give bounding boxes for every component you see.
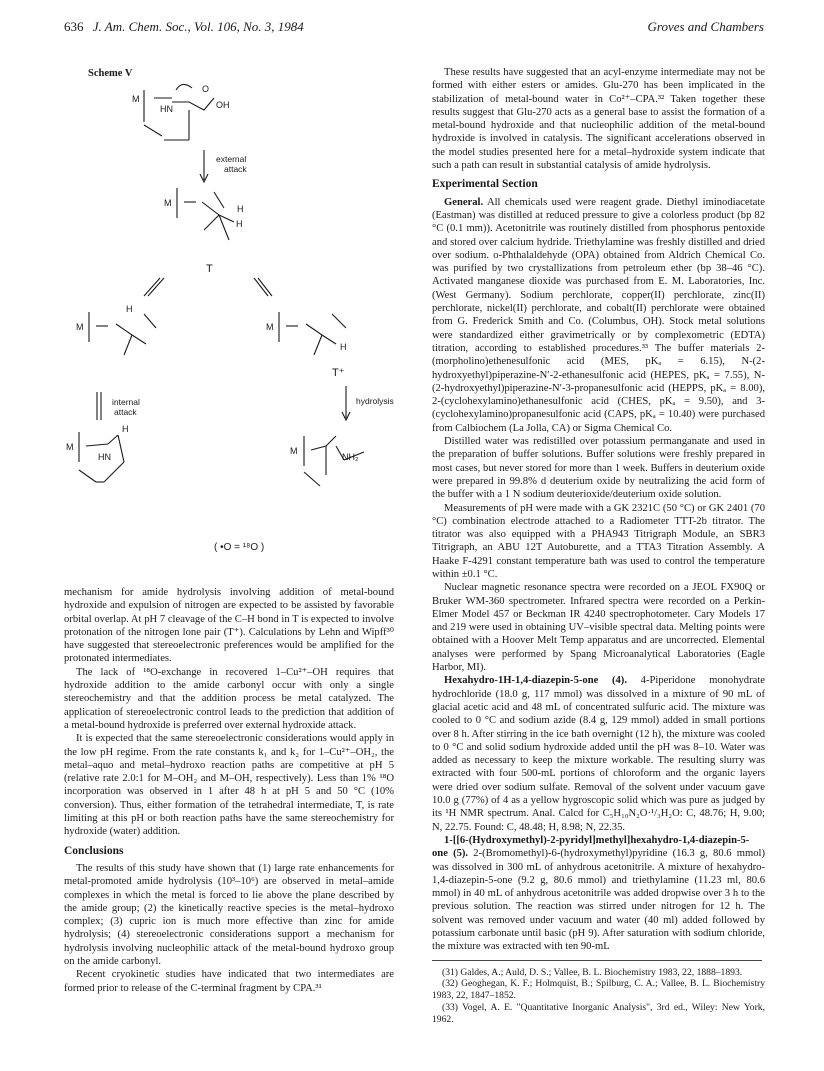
scheme-title: Scheme V <box>88 68 133 79</box>
metal-label-BL: M <box>66 442 74 452</box>
left-paragraph-2: The lack of ¹⁸O-exchange in recovered 1–Cu²⁺–OH requires that hydroxide addition to the amide carbonyl occur with only a single stereochemistry and that the addition process be metal catalyzed. The application of stereoelectronic control leads to the prediction that addition of a metal-bound hydroxide is preferred over external hydroxide attack. <box>64 666 394 731</box>
footnote-33: (33) Vogel, A. E. "Quantitative Inorganic Analysis", 3rd ed., Wiley: New York, 1962. <box>432 1001 765 1025</box>
internal-label-2: attack <box>114 407 137 417</box>
h-label-T2: H <box>236 219 243 229</box>
footnote-divider <box>432 960 762 961</box>
right-paragraph-1: Distilled water was redistilled over potassium permanganate and used in the preparation of buffer solutions. Buffer solutions were freshly prepared in most cases, but never stored for more than 1 week. Buffers in deuterium oxide were prepared in 99.8% d deuterium oxide by neutralizing the acid form of the buffer with a 1 N sodium deuterioxide/deuterium oxide solution. <box>432 436 765 501</box>
footnote-31: (31) Galdes, A.; Auld, D. S.; Vallee, B. L. Biochemistry 1983, 22, 1888–1893. <box>442 966 743 978</box>
right-paragraph-2: Measurements of pH were made with a GK 2321C (50 °C) or GK 2401 (70 °C) combination electrode attached to a Radiometer TTT-2b titrator. The titrator was also equipped with a PHA943 Titrigraph Module, an SBR3 Titrigraph, an ABU 12T Autoburette, and a TTA3 Titration Assembly. A Haake F-4291 constant temperature bath was used to control the temperature within ±0.1 °C. <box>432 502 765 580</box>
general-lead: General. <box>444 196 484 208</box>
right-paragraph-3: Nuclear magnetic resonance spectra were recorded on a JEOL FX90Q or Bruker WM-360 spectrometer. Infrared spectra were recorded on a Perkin-Elmer Model 457 or Beckman IR 4240 spectrophotometer. Cary Models 17 and 219 were used in obtaining UV–visible spectral data. Melting points were obtained with a Hoover Melt Temp apparatus and are uncorrected. Elemental analyses were performed by Spang Microanalytical Laboratories (Eagle Harbor, MI). <box>432 582 765 674</box>
compound5-paragraph <box>432 834 765 954</box>
structure-middle-left <box>89 312 156 355</box>
running-header <box>64 19 764 39</box>
scheme-v-figure <box>64 80 434 580</box>
compound4-text: 4-Piperidone monohydrate hydrochloride (18.0 g, 117 mmol) was dissolved in a mixture of 90 mL of glacial acetic acid and 48 mL of concentrated sulfuric acid. The mixture was cooled to 0 °C and sodium azide (8.4 g, 129 mmol) added in small portions over 8 h. After stirring in the ice bath overnight (12 h), the mixture was cooled to 0 °C and solid sodium hydroxide added until the pH was 8–10. Water was added as necessary to keep the mixture workable. The resulting slurry was extracted with four 500-mL portions of chloroform and the organic layers were dried over sodium sulfate. Removal of the solvent under vacuum gave 10.0 g (77%) of 4 as a yellow hygroscopic solid which was pure as judged by its ¹H NMR spectrum. Anal. Calcd for C₅H₁₀N₂O·¹/₃H₂O: C, 48.76; H, 9.00; N, 22.75. Found: C, 48.48; H, 8.98; N, 22.35. <box>432 675 765 833</box>
journal-citation: J. Am. Chem. Soc., Vol. 106, No. 3, 1984 <box>92 19 304 34</box>
author-names: Groves and Chambers <box>647 19 764 34</box>
compound5-lead: 1-[[6-(Hydroxymethyl)-2-pyridyl]methyl]hexahydro-1,4-diazepin-5-one (5). <box>432 834 750 860</box>
external-label-2: attack <box>224 164 247 174</box>
conclusions-paragraph-2: Recent cryokinetic studies have indicated that two intermediates are formed prior to release of the C-terminal fragment by CPA.³¹ <box>64 969 394 994</box>
h-label-T1: H <box>237 204 244 214</box>
equilibrium-arrow-left <box>144 278 164 296</box>
structure-intermediate-T <box>177 188 234 240</box>
external-label-1: external <box>216 154 247 164</box>
compound4-lead: Hexahydro-1H-1,4-diazepin-5-one (4). <box>444 675 627 687</box>
o-label-1: O <box>202 84 210 94</box>
metal-label-1: M <box>132 94 140 104</box>
metal-label-T: M <box>164 198 172 208</box>
conclusions-heading: Conclusions <box>64 844 124 857</box>
left-paragraph-1: mechanism for amide hydrolysis involving addition of metal-bound hydroxide and expulsion of nitrogen are expected to be assisted by favorable orbital overlap. At pH 7 cleavage of the C–H bond in T is expected to involve protonation of the nitrogen lone pair (T⁺). Calculations by Lehn and Wipff³⁰ have suggested that stereoelectronic preferences would be amplified for the protonated intermediates. <box>64 587 394 665</box>
page-number: 636 <box>64 19 84 34</box>
hn-label-BL: HN <box>98 452 111 462</box>
conclusions-paragraph-1: The results of this study have shown that (1) large rate enhancements for metal-promoted amide hydrolysis (10³–10⁶) are observed in metal–amide complexes in which the metal is forced to lie above the plane described by the amide group; (2) the kinetically reactive species is the metal–hydroxo complex; (3) cupric ion is much more effective than zinc for amide hydrolysis; (4) stereoelectronic considerations support a mechanism for hydrolysis involving nucleophilic attack of the metal-bound hydroxo group on the amide carbonyl. <box>64 862 394 968</box>
general-text: All chemicals used were reagent grade. Diethyl iminodiacetate (Eastman) was distilled at reduced pressure to give a colorless product (bp 82 °C (0.1 mm)). Acetonitrile was routinely distilled from phosphorus pentoxide and stored over calcium hydride. Triethylamine was freshly distilled and dried over sodium. o-Phthalaldehyde (OPA) obtained from Aldrich Chemical Co. was purified by two crystallizations from petroleum ether (bp 38–46 °C). Activated manganese dioxide was purchased from E. M. Laboratories, Inc. (West Germany). Sodium perchlorate, copper(II) perchlorate, zinc(II) perchlorate, nickel(II) perchlorate, and cobalt(II) perchlorate were obtained from G. Frederick Smith and Co. (Columbus, OH). Stock metal solutions were standardized either gravimetrically or by complexometric (EDTA) titration, according to established procedures.³³ The buffer materials 2-(morpholino)ethenesulfonic acid (MES, pKₐ = 6.15), N-(2-hydroxyethyl)piperazine-N′-2-ethanesulfonic acid (HEPES, pKₐ = 7.55), N-(2-hydroxyethyl)piperazine-N′-3-propanesulfonic acid (HEPPS, pKₐ = 8.00), 2-(cyclohexylamino)ethanesulfonic acid (CHES, pKₐ = 9.50), and 3-(cyclohexylamino)propanesulfonic acid (CAPS, pKₐ = 10.40) were purchased from Calbiochem (La Jolla, CA) or Sigma Chemical Co. <box>432 196 765 434</box>
left-paragraph-3: It is expected that the same stereoelectronic considerations would apply in the low pH regime. From the rate constants k₁ and k₂ for 1–Cu²⁺–OH₂, the metal–aquo and metal–hydroxo reaction paths are competitive at pH 5 (relative rate 2.0:1 for M–OH₂ and M–OH, respectively). Less than 1% ¹⁸O incorporation was observed in 1 after 48 h at pH 5 and 50 °C (10% conversion). Thus, either formation of the tetrahedral intermediate, T, is rate limiting at this pH or both reaction paths have the same stereochemistry for hydroxide (water) addition. <box>64 733 394 838</box>
h-label-BL: H <box>122 424 129 434</box>
label-Tplus: T⁺ <box>332 367 345 379</box>
equilibrium-arrow-right <box>254 278 272 296</box>
internal-label-1: internal <box>112 397 140 407</box>
nh2-label: NH₂ <box>342 452 359 462</box>
general-paragraph <box>432 196 765 435</box>
structure-middle-right <box>279 312 346 355</box>
isotope-key: ( •O = ¹⁸O ) <box>214 542 265 553</box>
metal-label-BR: M <box>290 446 298 456</box>
footnote-32: (32) Geoghegan, K. F.; Holmquist, B.; Spilburg, C. A.; Vallee, B. L. Biochemistry 1983, 22, 1847–1852. <box>432 978 765 1002</box>
right-column <box>432 66 765 1026</box>
metal-label-ML: M <box>76 322 84 332</box>
hn-label-1: HN <box>160 104 173 114</box>
left-column <box>64 586 394 995</box>
label-T: T <box>206 263 213 275</box>
oh-label: OH <box>216 100 230 110</box>
equilibrium-arrow-internal <box>97 392 101 420</box>
metal-label-MR: M <box>266 322 274 332</box>
h-label-MR: H <box>340 342 347 352</box>
intro-paragraph: These results have suggested that an acyl-enzyme intermediate may not be formed with either esters or amides. Glu-270 has been implicated in the stabilization of metal-bound water in Co²⁺–CPA.³² Taken together these results suggest that Glu-270 acts as a general base to assist the formation of a metal-bound hydroxide and that nucleophilic addition of the metal-bound hydroxide is involved in catalysis. The significant accelerations observed in the model studies presented here for a metal–hydroxide system indicate that such a path can result in substantial catalysis of amide hydrolysis. <box>432 67 765 172</box>
compound5-text: 2-(Bromomethyl)-6-(hydroxymethyl)pyridine (16.3 g, 80.6 mmol) was dissolved in 300 mL of anhydrous acetonitrile. A mixture of hexahydro-1,4-diazepin-5-one (9.2 g, 80.6 mmol) and triethylamine (11.23 ml, 80.6 mmol) in 40 mL of anhydrous acetonitrile was added dropwise over 3 h to the previous solution. The reaction was stirred under nitrogen for 12 h. The solvent was removed under vacuum and water (40 ml) added followed by potassium carbonate until basic (pH 9). After saturation with sodium chloride, the mixture was extracted with ten 90-mL <box>432 848 766 953</box>
h-label-ML: H <box>126 304 133 314</box>
compound4-paragraph <box>432 674 765 834</box>
experimental-heading: Experimental Section <box>432 178 538 191</box>
hydrolysis-label: hydrolysis <box>356 396 394 406</box>
footnotes <box>432 967 765 1026</box>
